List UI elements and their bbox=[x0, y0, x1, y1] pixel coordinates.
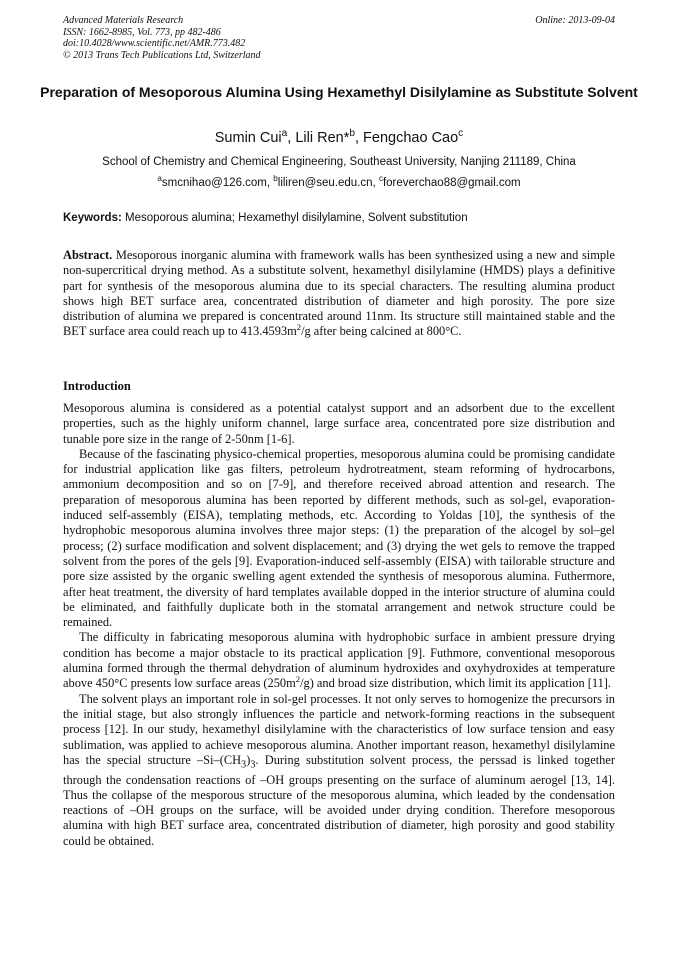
paragraph-text: The difficulty in fabricating mesoporous alumina with hydrophobic surface in ambient pressure drying condition has become a major obstacle to its practical application [9]. Futhmore, conventional mesoporous alumina formed through the thermal dehydration of aluminum hydroxides and oxyhydroxides at temperature above 450°C presents low surface areas (250m bbox=[63, 630, 615, 691]
author-list bbox=[40, 129, 638, 147]
author-name: Lili Ren* bbox=[295, 130, 350, 146]
journal-copyright: © 2013 Trans Tech Publications Ltd, Switzerland bbox=[63, 49, 261, 61]
paragraph-superscript: 2 bbox=[295, 674, 301, 685]
author-separator: , bbox=[354, 130, 364, 146]
abstract-text-end: /g after being calcined at 800°C. bbox=[301, 324, 462, 339]
paragraph-text-end: /g) and broad size distribution, which limit its application [11]. bbox=[300, 676, 612, 691]
author-affil-mark: a bbox=[281, 128, 288, 140]
paragraph: Mesoporous alumina is considered as a potential catalyst support and an adsorbent due to the excellent properties, such as the highly uniform channel, large surface area, concentrated pore size distribution and tunable pore size in the range of 2-50nm [1-6]. bbox=[63, 401, 615, 446]
paragraph-subscript: 3 bbox=[250, 759, 256, 771]
keywords-text: Mesoporous alumina; Hexamethyl disilylamine, Solvent substitution bbox=[121, 212, 468, 224]
online-date: Online: 2013-09-04 bbox=[535, 15, 615, 26]
email-mark: b bbox=[273, 174, 278, 184]
author-separator: , bbox=[287, 130, 296, 146]
email-mark: c bbox=[378, 174, 383, 184]
paragraph: Because of the fascinating physico-chemical properties, mesoporous alumina could be promising candidate for industrial application like gas filters, petroleum hydrotreatment, steam reforming of hydrocarbons, ammonium decomposition and so on [7-9], and therefore received abroad attention and research. The preparation of mesoporous alumina has been reported by different methods, such as sol-gel, evaporation-induced self-assembly (EISA), templating methods, etc. According to Yoldas [10], the synthesis of the hydrophobic mesoporous alumina involves three major steps: (1) the preparation of the alcogel by sol–gel process; (2) surface modification and solvent displacement; and (3) drying the wet gels to remove the trapped solvent from the pores of the gels [9]. Evaporation-induced self-assembly (EISA) with tailorable structure and pore size assisted by the organic swelling agent extended the synthesis of mesoporous alumina. Futhermore, after heat treatment, the diversity of hard templates available dopped in the interior structure of alumina could be eliminated, and faithfully duplicate both in the stomatal arrangement and netwok structure could be remained. bbox=[63, 446, 615, 630]
author-name: Sumin Cui bbox=[214, 130, 282, 146]
keywords bbox=[63, 211, 615, 226]
email-address: foreverchao88@gmail.com bbox=[382, 177, 521, 189]
section-heading: Introduction bbox=[63, 379, 131, 393]
email-address: smcnihao@126.com, bbox=[161, 177, 274, 189]
paragraph-text-end: . During substitution solvent process, the perssad is linked together through the condensation reactions of –OH groups presenting on the surface of aluminum aerogel [13, 14]. Thus the collapse of the mesporous structure of the mesoporous alumina, which leaded by the condensation reactions of –OH groups on the surface, will be avoided under drying condition. Therefore mesoporous alumina with high BET surface area, concentrated distribution of diameter, high porosity and good stability could be obtained. bbox=[63, 752, 615, 848]
abstract-superscript: 2 bbox=[296, 322, 302, 333]
email-list bbox=[40, 176, 638, 191]
paragraph-subscript: 3 bbox=[241, 759, 247, 771]
journal-name: Advanced Materials Research bbox=[63, 15, 184, 26]
author-affil-mark: b bbox=[349, 128, 355, 140]
abstract-label: Abstract. bbox=[63, 248, 113, 262]
journal-header bbox=[63, 15, 615, 61]
author-affil-mark: c bbox=[458, 128, 464, 140]
keywords-label: Keywords: bbox=[63, 212, 122, 224]
abstract-text: Mesoporous inorganic alumina with framework walls has been synthesized using a new and simple non-supercritical drying method. As a substitute solvent, hexamethyl disilylamine (HMDS) plays a definitive part for synthesis of the mesoporous alumina due to its special characters. The resulting alumina product shows high BET surface area, concentrated distribution of diameter and high porosity. The pore size distribution of alumina we prepared is concentrated around 11nm. Its structure still maintained stable and the BET surface area could reach up to 413.4593m bbox=[63, 248, 615, 339]
journal-issn: ISSN: 1662-8985, Vol. 773, pp 482-486 bbox=[63, 26, 221, 38]
paper-title: Preparation of Mesoporous Alumina Using Hexamethyl Disilylamine as Substitute Solvent bbox=[40, 84, 638, 100]
section-body bbox=[63, 401, 615, 849]
paragraph bbox=[63, 692, 615, 849]
journal-doi: doi:10.4028/www.scientific.net/AMR.773.482 bbox=[63, 38, 246, 49]
author-name: Fengchao Cao bbox=[363, 130, 459, 146]
affiliation: School of Chemistry and Chemical Engineering, Southeast University, Nanjing 211189, China bbox=[102, 156, 576, 168]
paragraph bbox=[63, 630, 615, 691]
email-mark: a bbox=[157, 174, 162, 184]
abstract bbox=[63, 248, 615, 340]
paragraph-text: The solvent plays an important role in sol-gel processes. It not only serves to homogenize the precursors in the initial stage, but also strongly influences the particle and network-forming reactions in the subsequent process [12]. In our study, hexamethyl disilylamine with the characteristics of low surface tension and easy sublimation, was applied to achieve mesoporous alumina. Another important reason, hexamethyl disilylamine has the special structure –Si–(CH bbox=[63, 691, 615, 767]
email-address: liliren@seu.edu.cn, bbox=[277, 177, 379, 189]
paragraph-text: ) bbox=[246, 752, 251, 767]
